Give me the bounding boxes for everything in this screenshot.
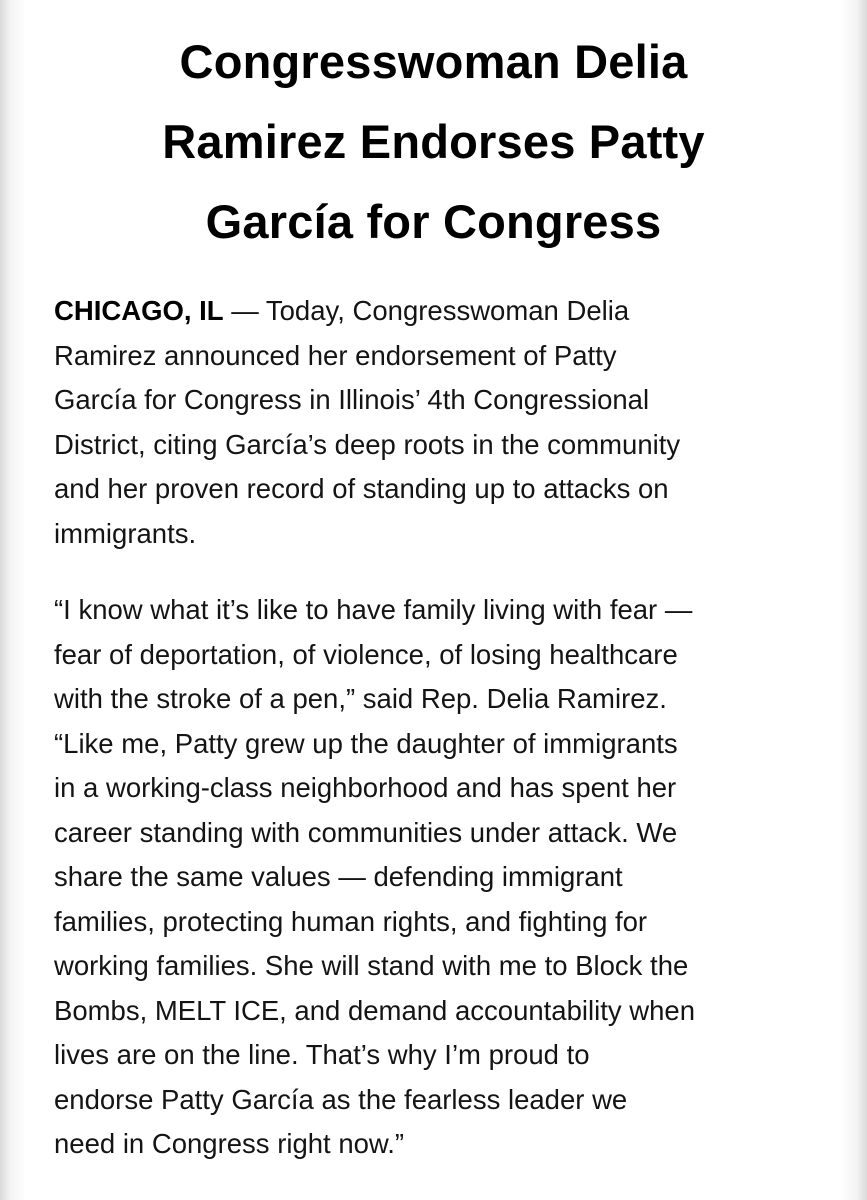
paragraph-line: in a working-class neighborhood and has spent her: [54, 772, 677, 803]
paragraph-line: “I know what it’s like to have family living with fear —: [54, 594, 693, 625]
paragraph-line: share the same values — defending immigrant: [54, 861, 623, 892]
paragraph-line: need in Congress right now.”: [54, 1128, 405, 1159]
paragraph-line: endorse Patty García as the fearless leader we: [54, 1083, 628, 1115]
paragraph-line: working families. She will stand with me to Block the: [54, 950, 689, 981]
paragraph-line: [54, 289, 844, 334]
paragraph-line: fear of deportation, of violence, of losing healthcare: [54, 638, 678, 670]
paragraph-line: with the stroke of a pen,” said Rep. Delia Ramirez.: [54, 683, 667, 714]
paragraph-line: lives are on the line. That’s why I’m proud to: [54, 1039, 590, 1070]
paragraph-line: and her proven record of standing up to attacks on: [54, 473, 669, 504]
headline: [40, 22, 827, 262]
paragraph-line: García for Congress in Illinois’ 4th Congressional: [54, 384, 650, 415]
headline-line: Ramirez Endorses Patty: [162, 115, 705, 168]
headline-line: García for Congress: [205, 195, 662, 248]
headline-line: Congresswoman Delia: [179, 35, 688, 88]
quote-paragraph: [54, 588, 844, 1167]
intro-paragraph: [54, 289, 844, 556]
paragraph-line: Bombs, MELT ICE, and demand accountability when: [54, 994, 695, 1026]
paragraph-line: District, citing García’s deep roots in the community: [54, 428, 681, 460]
dateline: CHICAGO, IL: [54, 295, 224, 326]
paragraph-line: families, protecting human rights, and fighting for: [54, 905, 648, 937]
paragraph-line: Ramirez announced her endorsement of Patty: [54, 339, 617, 371]
paragraph-line: immigrants.: [54, 517, 197, 549]
paragraph-line: career standing with communities under attack. We: [54, 816, 678, 848]
paragraph-line-text: — Today, Congresswoman Delia: [223, 295, 630, 326]
paragraph-line: “Like me, Patty grew up the daughter of immigrants: [54, 727, 678, 759]
